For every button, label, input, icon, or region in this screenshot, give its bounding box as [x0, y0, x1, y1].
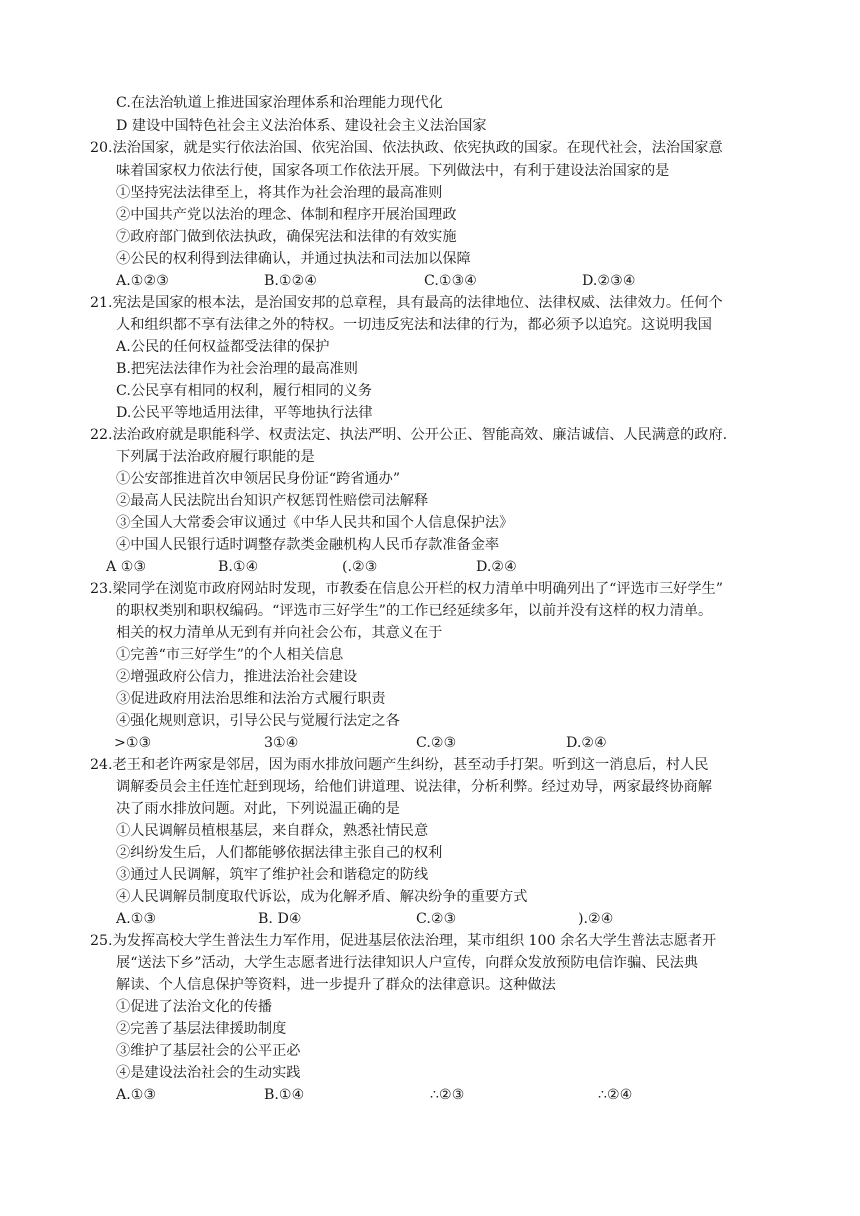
q22-stem-line2: 下列属于法治政府履行职能的是	[116, 449, 315, 465]
q22-statement-4: ④中国人民银行适时调整存款类金融机构人民币存款准备金率	[116, 537, 500, 553]
q24-statement-1: ①人民调解员植根基层，来自群众，熟悉社情民意	[116, 823, 429, 839]
q23-option-d: D.②④	[566, 735, 607, 751]
q22-option-c: (.②③	[342, 559, 378, 575]
q25-statement-3: ③维护了基层社会的公平正必	[116, 1043, 301, 1059]
q21-option-b: B.把宪法法律作为社会治理的最高准则	[116, 361, 358, 377]
q24-option-a: A.①③	[116, 911, 157, 927]
q20-option-d: D.②③④	[582, 273, 636, 289]
q21-option-c: C.公民享有相同的权利，履行相同的义务	[116, 383, 373, 399]
q24-stem-line1: 24.老王和老许两家是邻居，因为雨水排放问题产生纠纷，甚至动手打架。听到这一消息后，村人民	[90, 757, 709, 773]
q20-statement-4: ④公民的权利得到法律确认，并通过执法和司法加以保障	[116, 251, 471, 267]
q25-stem-line3: 解读、个人信息保护等资料，进一步提升了群众的法律意识。这种做法	[116, 977, 556, 993]
q20-stem-line2: 味着国家权力依法行使，国家各项工作依法开展。下列做法中，有利于建设法治国家的是	[116, 163, 670, 179]
q25-stem-line2: 展“送法下乡”活动，大学生志愿者进行法律知识人户宣传，向群众发放预防电信诈骗、民法典	[116, 955, 699, 971]
q22-option-a: A ①③	[106, 559, 147, 575]
q25-stem-line1: 25.为发挥高校大学生普法生力军作用，促进基层依法治理，某市组织 100 余名大学生普法志愿者开	[90, 933, 717, 949]
q23-statement-3: ③促进政府用法治思维和法治方式履行职责	[116, 691, 386, 707]
q20-option-a: A.①②③	[116, 273, 169, 289]
q24-statement-3: ③通过人民调解，筑牢了维护社会和谐稳定的防线	[116, 867, 429, 883]
q21-option-d: D.公民平等地适用法律，平等地执行法律	[116, 405, 373, 421]
q21-stem-line2: 人和组织都不享有法律之外的特权。一切违反宪法和法律的行为，都必须予以追究。这说明我国	[116, 317, 712, 333]
q23-option-c: C.②③	[416, 735, 457, 751]
q22-stem-line1: 22.法治政府就是职能科学、权责法定、执法严明、公开公正、智能高效、廉洁诚信、人民满意的政府.	[90, 427, 728, 443]
q24-stem-line2: 调解委员会主任连忙赶到现场，给他们讲道理、说法律，分析利弊。经过劝导，两家最终协商解	[116, 779, 712, 795]
q23-stem-line1: 23.梁同学在浏览市政府网站时发现，市教委在信息公开栏的权力清单中明确列出了“评选市三好学生”	[90, 581, 723, 597]
q23-statement-1: ①完善“市三好学生”的个人相关信息	[116, 647, 344, 663]
q23-option-a: >①③	[114, 735, 152, 751]
q23-statement-2: ②增强政府公信力，推进法治社会建设	[116, 669, 358, 685]
q22-option-d: D.②④	[476, 559, 517, 575]
q21-option-a: A.公民的任何权益都受法律的保护	[116, 339, 330, 355]
q25-statement-4: ④是建设法治社会的生动实践	[116, 1065, 301, 1081]
q24-option-c: C.②③	[416, 911, 457, 927]
q22-option-b: B.①④	[218, 559, 259, 575]
q25-statement-2: ②完善了基层法律援助制度	[116, 1021, 287, 1037]
q20-stem-line1: 20.法治国家，就是实行依法治国、依宪治国、依法执政、依宪执政的国家。在现代社会，法治国家意	[90, 140, 723, 156]
q20-option-b: B.①②④	[264, 273, 318, 289]
q25-statement-1: ①促进了法治文化的传播	[116, 999, 273, 1015]
q25-option-b: B.①④	[264, 1087, 305, 1103]
q24-stem-line3: 决了雨水排放问题。对此，下列说温正确的是	[116, 801, 400, 817]
q22-statement-3: ③全国人大常委会审议通过《中华人民共和国个人信息保护法》	[116, 515, 514, 531]
q19-option-d: D 建设中国特色社会主义法治体系、建设社会主义法治国家	[116, 118, 487, 134]
q23-option-b: 3①④	[264, 735, 299, 751]
q20-statement-2: ②中国共产党以法治的理念、体制和程序开展治国理政	[116, 207, 457, 223]
q21-stem-line1: 21.宪法是国家的根本法，是治国安邦的总章程，具有最高的法律地位、法律权威、法律效力。任何个	[90, 295, 723, 311]
q23-statement-4: ④强化规则意识，引导公民与觉履行法定之各	[116, 713, 400, 729]
q24-option-d: ).②④	[578, 911, 614, 927]
q23-stem-line2: 的职权类别和职权编码。“评选市三好学生”的工作已经延续多年，以前并没有这样的权力清单。	[116, 603, 713, 619]
q24-option-b: B. D④	[258, 911, 302, 927]
q22-statement-2: ②最高人民法院出台知识产权惩罚性赔偿司法解释	[116, 493, 429, 509]
q23-stem-line3: 相关的权力清单从无到有并向社会公布，其意义在于	[116, 625, 443, 641]
q20-statement-3: ⑦政府部门做到依法执政，确保宪法和法律的有效实施	[116, 229, 457, 245]
q19-option-c: C.在法治轨道上推进国家治理体系和治理能力现代化	[116, 95, 443, 111]
q24-statement-4: ④人民调解员制度取代诉讼，成为化解矛盾、解决纷争的重要方式	[116, 889, 528, 905]
q25-option-a: A.①③	[116, 1087, 157, 1103]
q22-statement-1: ①公安部推进首次申领居民身份证“跨省通办”	[116, 471, 401, 487]
q25-option-d: ∴②④	[598, 1087, 633, 1103]
q25-option-c: ∴②③	[430, 1087, 465, 1103]
q20-option-c: C.①③④	[424, 273, 478, 289]
q20-statement-1: ①坚持宪法法律至上，将其作为社会治理的最高准则	[116, 185, 443, 201]
q24-statement-2: ②纠纷发生后，人们都能够依据法律主张自己的权利	[116, 845, 443, 861]
